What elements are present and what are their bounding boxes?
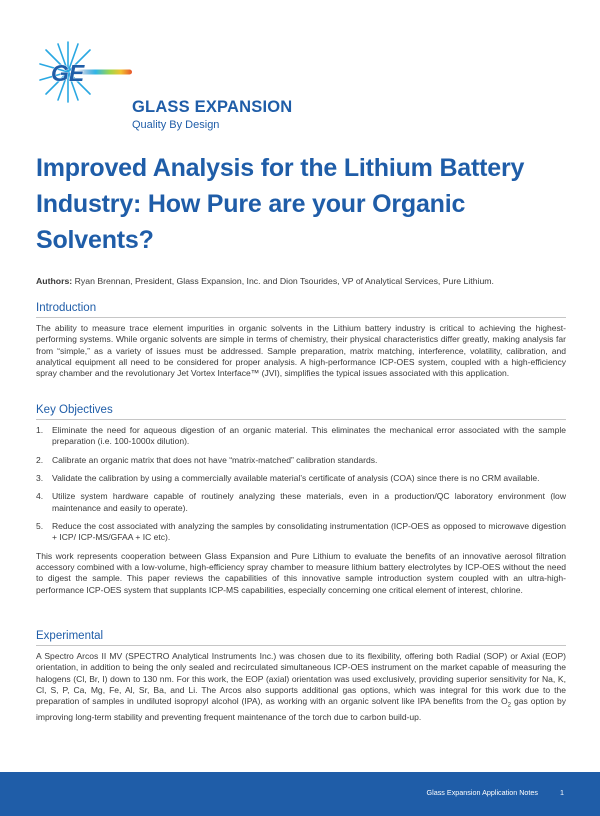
objective-text: Reduce the cost associated with analyzing the samples by consolidating instrumentation (ICP-OES as opposed to microwave digestion + ICP/ ICP-MS/GFAA + IC etc). xyxy=(52,521,566,543)
objective-text: Validate the calibration by using a commercially available material’s certificate of analysis (COA) since there is no CRM available. xyxy=(52,473,540,484)
objective-text: Utilize system hardware capable of routinely analyzing these materials, even in a production/QC laboratory environment (low maintenance and easily to operate). xyxy=(52,491,566,513)
page-footer xyxy=(0,772,600,816)
ge-starburst-logo-icon xyxy=(34,36,134,106)
footer-label: Glass Expansion Application Notes xyxy=(426,788,538,797)
document-title: Improved Analysis for the Lithium Battery Industry: How Pure are your Organic Solvents? xyxy=(36,154,525,254)
objective-text: Eliminate the need for aqueous digestion of an organic material. This eliminates the mechanical error associated with the sample preparation (i.e. 100-1000x dilution). xyxy=(52,425,566,447)
authors-label: Authors: xyxy=(36,276,73,286)
objective-item xyxy=(36,491,566,514)
objective-number: 1. xyxy=(36,425,44,435)
introduction-heading: Introduction xyxy=(36,302,566,318)
authors-text: Ryan Brennan, President, Glass Expansion, Inc. and Dion Tsourides, VP of Analytical Services, Pure Lithium. xyxy=(74,276,494,286)
experimental-text-part1: A Spectro Arcos II MV (SPECTRO Analytical Instruments Inc.) was chosen due to its flexibility, offering both Radial (SOP) or Axial (EOP) orientation, in addition to being the only sealed and recirculated simultaneous ICP-OES instrument on the market capable of measuring the halogens (Cl, Br, I) down to 130 nm. For this work, the EOP (axial) orientation was used exclusively, providing superior sensitivity for Na, K, Cl, S, P, Ca, Mg, Fe, Al, Sr, Ba, and Li. The Arcos also supports additional gas options, which was integral for this work due to the preparation of samples in undiluted isopropyl alcohol (IPA), as working with an organic solvent like IPA benefits from the O xyxy=(36,651,566,707)
objective-item xyxy=(36,455,566,466)
objectives-list xyxy=(36,425,566,544)
experimental-text xyxy=(36,651,566,724)
logo-letters: GE xyxy=(51,60,85,86)
objective-text: Calibrate an organic matrix that does not have “matrix-matched” calibration standards. xyxy=(52,454,378,465)
introduction-section xyxy=(36,302,566,380)
experimental-text-part2: gas option by improving long-term stability and preventing frequent maintenance of the torch due to carbon build-up. xyxy=(36,696,566,723)
authors-line xyxy=(36,276,566,286)
page-number: 1 xyxy=(560,788,564,797)
experimental-section xyxy=(36,630,566,724)
objectives-summary: This work represents cooperation between Glass Expansion and Pure Lithium to evaluate the benefits of an innovative aerosol filtration accessory combined with a low-volume, high-efficiency spray chamber to measure lithium battery electrolytes by ICP-OES without the need to digest the sample. This paper reviews the capabilities of this innovative sample introduction system coupled with an ultra-high-performance ICP-OES system that supplants ICP-MS capabilities, especially concerning one critical element of interest, chlorine. xyxy=(36,550,566,595)
company-logo xyxy=(34,36,314,131)
oxygen-subscript: 2 xyxy=(507,703,512,710)
objective-number: 3. xyxy=(36,473,44,484)
introduction-text: The ability to measure trace element impurities in organic solvents in the Lithium battery industry is critical to achieving the highest-performing systems. While organic solvents are simple in terms of chemistry, their physical characteristics differ greatly, making analysis far from “simple,” as a variety of issues must be addressed. Sample preparation, matrix matching, interference, volatility, calibration, and analytical equipment all need to be considered for proper analysis. A high-performance ICP-OES system, coupled with a high-efficiency spray chamber and the revolutionary Jet Vortex Interface™ (JVI), simplifies the typical issues associated with this application. xyxy=(36,323,566,379)
objective-number: 4. xyxy=(36,491,44,502)
key-objectives-section xyxy=(36,404,566,596)
experimental-heading: Experimental xyxy=(36,630,566,646)
objective-item xyxy=(36,521,566,544)
objectives-heading: Key Objectives xyxy=(36,404,566,420)
brand-name: GLASS EXPANSION xyxy=(132,98,293,116)
objective-number: 5. xyxy=(36,521,44,532)
brand-tagline: Quality By Design xyxy=(132,119,220,131)
objective-item xyxy=(36,425,566,448)
objective-item xyxy=(36,473,566,484)
objective-number: 2. xyxy=(36,454,44,465)
